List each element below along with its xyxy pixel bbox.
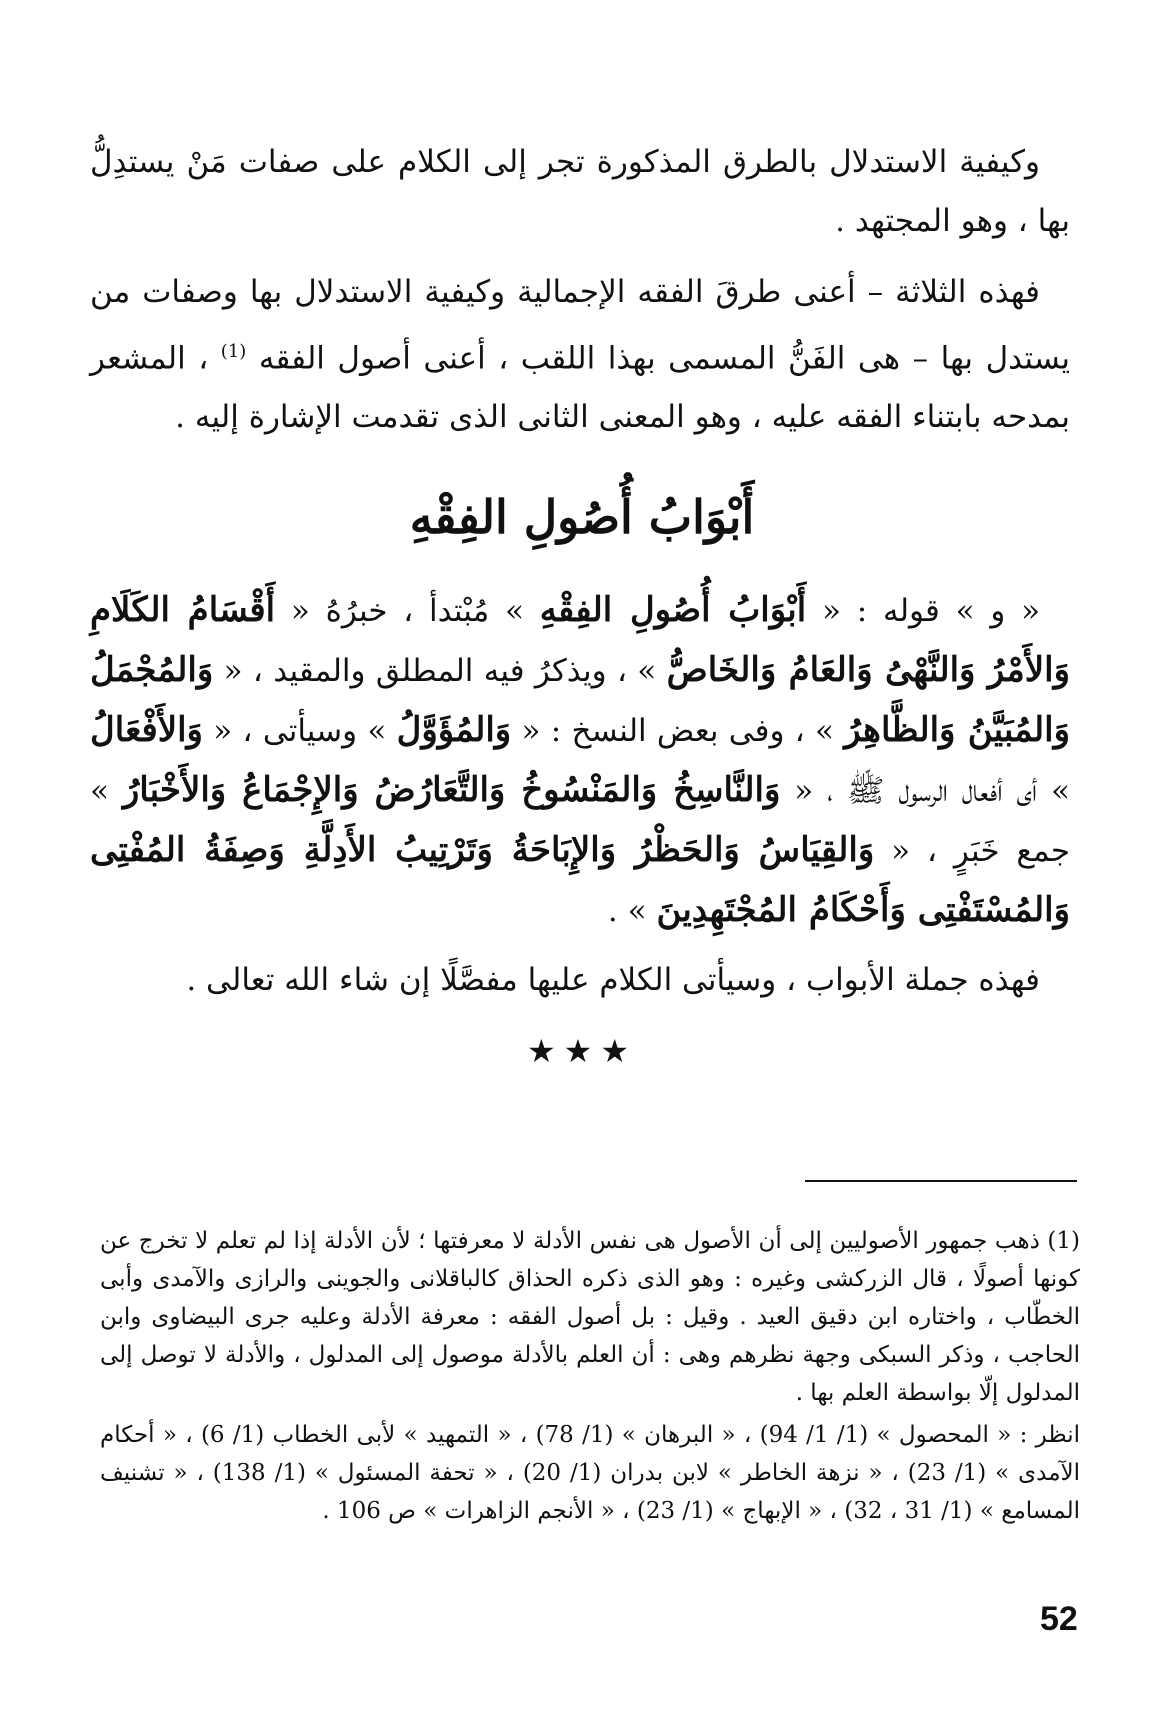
- footnote-references: انظر : « المحصول » (1/ 1/ 94) ، « البرهان » (1/ 78) ، « التمهيد » لأبى الخطاب (1/ 6) ، « أحكام الآمدى » (1/ 23) ، « نزهة الخاطر » لابن بدران (1/ 20) ، « تحفة المسئول » (1/ 138) ، « تشنيف المسامع » (1/ 31 ، 32) ، « الإبهاج » (1/ 23) ، « الأنجم الزاهرات » ص 106 .: [100, 1422, 1081, 1524]
- paragraph-3: [90, 581, 1070, 941]
- section-heading: أَبْوَابُ أُصُولِ الفِقْهِ: [409, 490, 755, 545]
- footnotes: [100, 1222, 1080, 1530]
- p3-quoted-term: وَالمُجْمَلُ وَالمُبَيَّنُ وَالظَّاهِرُ: [90, 650, 1071, 750]
- p3-quoted-term: وَالنَّاسِخُ وَالمَنْسُوخُ وَالتَّعَارُضُ وَالإِجْمَاعُ وَالأَخْبَارُ: [122, 770, 781, 810]
- paragraph-2-text-b: ، المشعر بمدحه بابتناء الفقه عليه ، وهو المعنى الثانى الذى تقدمت الإشارة إليه .: [90, 340, 1070, 436]
- p3-segment: » ، ويذكرُ فيه المطلق والمقيد ، «: [223, 653, 657, 689]
- p3-segment: » مُبْتدأ ، خبرُهُ «: [290, 593, 524, 629]
- paragraph-2-text-a: فهذه الثلاثة – أعنى طرقَ الفقه الإجمالية وكيفية الاستدلال بها وصفات من يستدل بها – هى الفَنُّ المسمى بهذا اللقب ، أعنى أصول الفقه: [90, 274, 1070, 377]
- p3-quoted-term: وَالقِيَاسُ وَالحَظْرُ وَالإِبَاحَةُ وَتَرْتِيبُ الأَدِلَّةِ وَصِفَةُ المُفْتِى وَالمُسْتَفْتِى وَأَحْكَامُ المُجْتَهِدِينَ: [90, 830, 1070, 930]
- paragraph-1: [90, 133, 1070, 251]
- p3-segment: » أى أفعال الرسول ﷺ ، «: [794, 773, 1070, 809]
- p3-quoted-term: أَقْسَامُ الكَلَامِ وَالأَمْرُ وَالنَّهْىُ وَالعَامُ وَالخَاصُّ: [90, 590, 1071, 690]
- paragraph-4: [90, 951, 1070, 1010]
- footnote-marker[interactable]: (1): [220, 341, 247, 362]
- p3-segment: » .: [607, 893, 647, 929]
- p3-quoted-term: وَالأَفْعَالُ: [90, 710, 203, 750]
- p3-quoted-term: أَبْوَابُ أُصُولِ الفِقْهِ: [539, 590, 807, 630]
- footnote-divider: [805, 1180, 1077, 1182]
- p3-quoted-term: وَالمُؤَوَّلُ: [396, 710, 512, 750]
- p3-segment: » ، وفى بعض النسخ : «: [521, 713, 834, 749]
- paragraph-1-text: وكيفية الاستدلال بالطرق المذكورة تجر إلى الكلام على صفات مَنْ يستدِلُّ بها ، وهو المجتهد .: [90, 144, 1070, 239]
- p3-segment: « و » قوله : «: [822, 593, 1041, 629]
- paragraph-2: [90, 263, 1070, 447]
- p3-segment: » جمع خَبَرٍ ، «: [90, 773, 1070, 869]
- page-number: 52: [1040, 1600, 1078, 1638]
- section-separator: ★★★: [526, 1032, 638, 1070]
- p3-segment: » وسيأتى ، «: [213, 713, 387, 749]
- paragraph-4-text: فهذه جملة الأبواب ، وسيأتى الكلام عليها مفصَّلًا إن شاء الله تعالى .: [186, 962, 1040, 998]
- footnote-1: (1) ذهب جمهور الأصوليين إلى أن الأصول هى نفس الأدلة لا معرفتها ؛ لأن الأدلة إذا لم تعلم لا تخرج عن كونها أصولًا ، قال الزركشى وغيره : وهو الذى ذكره الحذاق كالباقلانى والجوينى والرازى والآمدى وأبى الخطّاب ، واختاره ابن دقيق العيد . وقيل : بل أصول الفقه : معرفة الأدلة وعليه جرى البيضاوى وابن الحاجب ، وذكر السبكى وجهة نظرهم وهى : أن العلم بالأدلة موصول إلى المدلول ، والأدلة لا توصل إلى المدلول إلّا بواسطة العلم بها .: [100, 1228, 1080, 1406]
